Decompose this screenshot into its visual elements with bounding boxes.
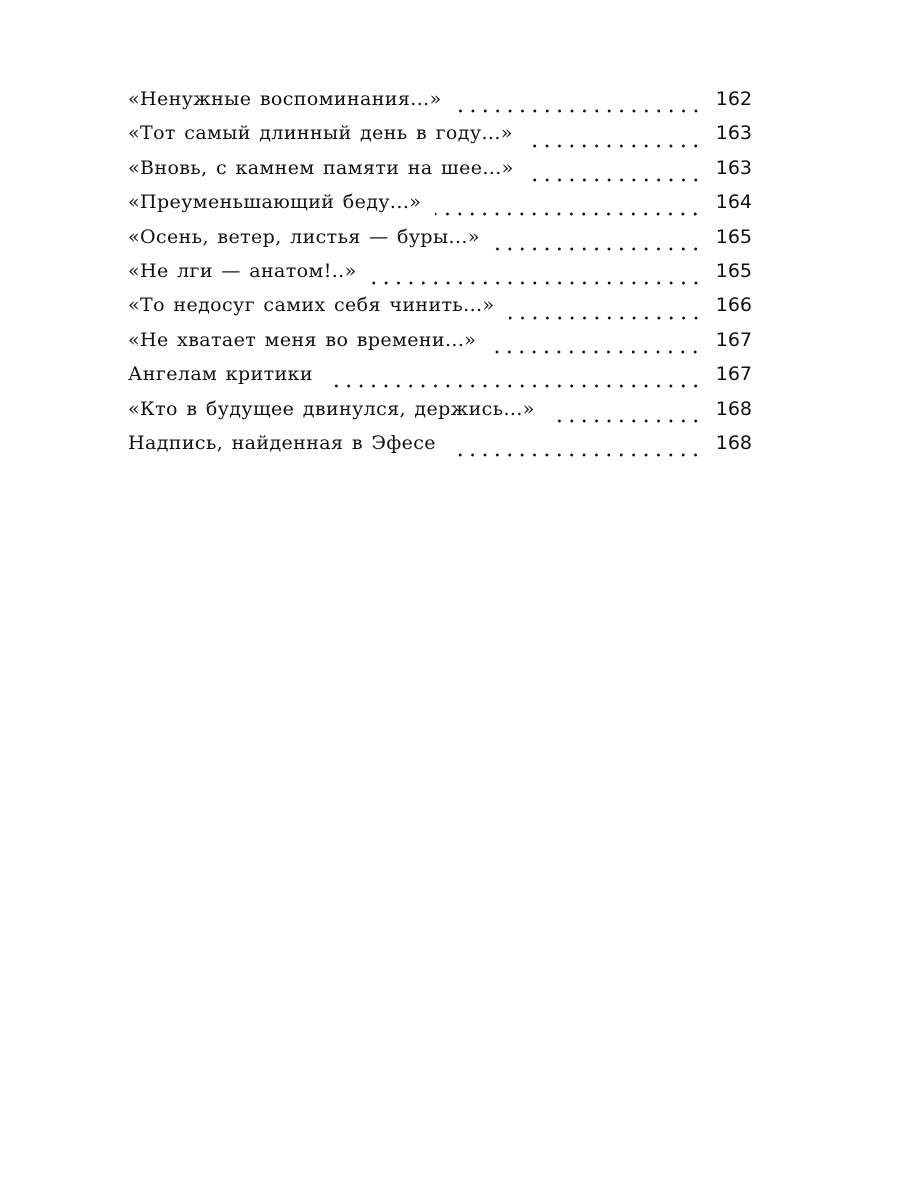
toc-entry xyxy=(128,398,752,432)
dot-leader xyxy=(549,418,702,424)
toc-entry-page-number: 164 xyxy=(715,191,752,214)
dot-leader xyxy=(494,246,702,252)
toc-entry-page-number: 162 xyxy=(715,88,752,110)
toc-entry xyxy=(128,157,752,191)
toc-entry-page-number: 163 xyxy=(715,156,752,179)
dot-leader xyxy=(528,177,702,183)
dot-leader xyxy=(435,211,701,217)
toc-entry-title: Ангелам критики xyxy=(128,363,313,386)
toc-entry-page-number: 163 xyxy=(715,122,752,145)
toc-entry-title: Надпись, найденная в Эфесе xyxy=(128,431,436,454)
toc-entry-title: «Кто в будущее двинулся, держись...» xyxy=(128,397,535,420)
dot-leader xyxy=(371,280,702,286)
dot-leader xyxy=(490,349,701,355)
toc-entry-page-number: 168 xyxy=(715,397,752,420)
toc-entry-title: «Вновь, с камнем памяти на шее...» xyxy=(128,156,514,179)
toc-entry xyxy=(128,260,752,294)
toc-entry-title: «Не хватает меня во времени...» xyxy=(128,328,477,351)
toc-entry-page-number: 168 xyxy=(715,431,752,454)
toc-entry xyxy=(128,88,752,122)
dot-leader xyxy=(527,143,702,149)
toc-entry xyxy=(128,329,752,363)
toc-entry-title: «Осень, ветер, листья — буры...» xyxy=(128,225,480,248)
toc-entry-page-number: 166 xyxy=(715,294,752,317)
toc-entry-title: «Не лги — анатом!..» xyxy=(128,259,357,282)
toc-entry-page-number: 165 xyxy=(715,225,752,248)
toc-entry xyxy=(128,363,752,397)
toc-entry-title: «То недосуг самих себя чинить...» xyxy=(128,294,495,317)
toc-entry-page-number: 167 xyxy=(715,363,752,386)
toc-entry-title: «Ненужные воспоминания...» xyxy=(128,88,442,110)
toc-entry-title: «Преуменьшающий беду...» xyxy=(128,191,422,214)
toc-entry-title: «Тот самый длинный день в году...» xyxy=(128,122,513,145)
toc-entry xyxy=(128,294,752,328)
dot-leader xyxy=(450,452,702,458)
table-of-contents xyxy=(128,88,752,466)
toc-entry xyxy=(128,191,752,225)
dot-leader xyxy=(327,383,702,389)
toc-entry xyxy=(128,122,752,156)
toc-entry xyxy=(128,226,752,260)
toc-entry xyxy=(128,432,752,466)
dot-leader xyxy=(509,315,702,321)
toc-entry-page-number: 165 xyxy=(715,259,752,282)
toc-entry-page-number: 167 xyxy=(715,328,752,351)
dot-leader xyxy=(456,108,702,114)
